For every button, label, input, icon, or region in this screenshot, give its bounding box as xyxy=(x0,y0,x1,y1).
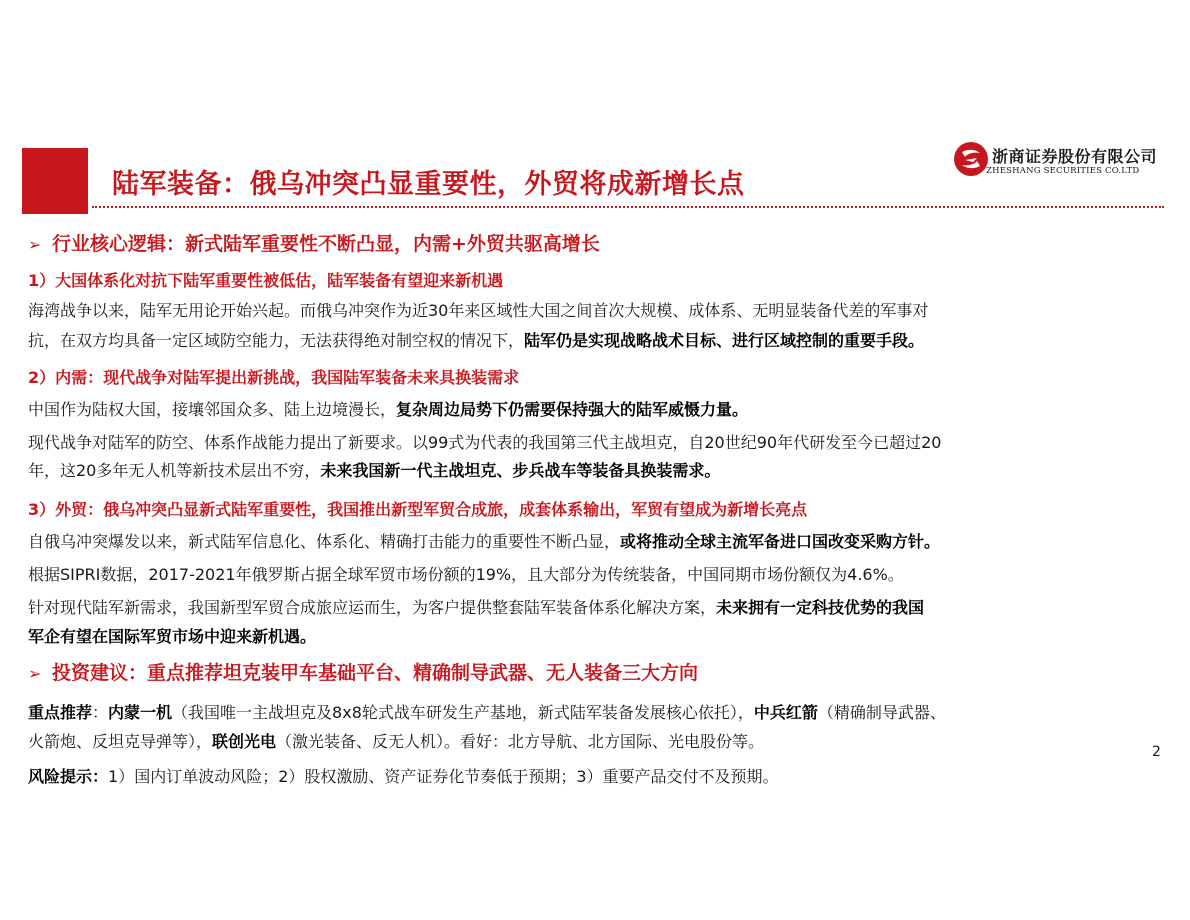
point2-para2-bold: 未来我国新一代主战坦克、步兵战车等装备具换装需求。 xyxy=(320,461,721,480)
point3-para3-line1 xyxy=(28,595,924,618)
point3-para3-line2 xyxy=(28,624,316,647)
point2-para1-bold: 复杂周边局势下仍需要保持强大的陆军威慑力量。 xyxy=(396,400,749,419)
header-accent-block xyxy=(22,148,88,214)
risk-text: 1）国内订单波动风险；2）股权激励、资产证券化节奏低于预期；3）重要产品交付不及预期。 xyxy=(108,767,779,786)
recommendation-line1 xyxy=(28,700,946,723)
point3-para1-plain: 自俄乌冲突爆发以来，新式陆军信息化、体系化、精确打击能力的重要性不断凸显， xyxy=(28,532,621,551)
rec-desc-2: （精确制导武器、 xyxy=(817,703,946,722)
point2-para2-line2 xyxy=(28,458,720,481)
point2-para1-plain: 中国作为陆权大国，接壤邻国众多、陆上边境漫长， xyxy=(28,400,397,419)
rec-stock-3: 联创光电 xyxy=(212,732,277,751)
rec-desc-3: （激光装备、反无人机）。看好：北方导航、北方国际、光电股份等。 xyxy=(276,732,765,751)
point1-line1: 海湾战争以来，陆军无用论开始兴起。而俄乌冲突作为近30年来区域性大国之间首次大规模、成体系、无明显装备代差的军事对 xyxy=(28,301,929,320)
header-divider xyxy=(92,206,1164,208)
section1-heading-text: 行业核心逻辑：新式陆军重要性不断凸显，内需+外贸共驱高增长 xyxy=(52,233,600,255)
risk-line xyxy=(28,764,779,787)
section2-heading-text: 投资建议：重点推荐坦克装甲车基础平台、精确制导武器、无人装备三大方向 xyxy=(52,662,699,684)
point2-heading: 2）内需：现代战争对陆军提出新挑战，我国陆军装备未来具换装需求 xyxy=(28,368,520,387)
recommendation-line2 xyxy=(28,729,764,752)
rec-sep: ： xyxy=(92,703,109,722)
point2-para2-plain: 年，这20多年无人机等新技术层出不穷， xyxy=(28,461,321,480)
section1-heading xyxy=(28,229,600,256)
point1-line2 xyxy=(28,328,924,351)
rec-stock-1: 内蒙一机 xyxy=(108,703,173,722)
point2-para1 xyxy=(28,397,748,420)
point1-heading: 1）大国体系化对抗下陆军重要性被低估，陆军装备有望迎来新机遇 xyxy=(28,271,504,290)
point3-heading: 3）外贸：俄乌冲突凸显新式陆军重要性，我国推出新型军贸合成旅，成套体系输出，军贸有望成为新增长亮点 xyxy=(28,500,808,519)
page-title: 陆军装备：俄乌冲突凸显重要性，外贸将成新增长点 xyxy=(112,169,745,200)
point3-para1-bold: 或将推动全球主流军备进口国改变采购方针。 xyxy=(620,532,941,551)
point3-para3-plain: 针对现代陆军新需求，我国新型军贸合成旅应运而生，为客户提供整套陆军装备体系化解决方案， xyxy=(28,598,717,617)
point3-para2: 根据SIPRI数据，2017-2021年俄罗斯占据全球军贸市场份额的19%，且大部分为传统装备，中国同期市场份额仅为4.6%。 xyxy=(28,565,904,584)
rec-desc-1: （我国唯一主战坦克及8x8轮式战车研发生产基地，新式陆军装备发展核心依托）， xyxy=(172,703,754,722)
logo-name-cn: 浙商证券股份有限公司 xyxy=(992,147,1158,166)
point3-para3-bold: 未来拥有一定科技优势的我国 xyxy=(716,598,925,617)
page-number: 2 xyxy=(1152,744,1161,760)
rec-line2-plain: 火箭炮、反坦克导弹等）， xyxy=(28,732,213,751)
section2-heading xyxy=(28,658,698,685)
point1-line2-bold: 陆军仍是实现战略战术目标、进行区域控制的重要手段。 xyxy=(524,331,925,350)
bullet-arrow-icon: ➢ xyxy=(28,235,42,254)
company-logo xyxy=(953,141,1163,183)
point2-para2-line1: 现代战争对陆军的防空、体系作战能力提出了新要求。以99式为代表的我国第三代主战坦克，自20世纪90年代研发至今已超过20 xyxy=(28,433,942,452)
point1-line2-plain: 抗，在双方均具备一定区域防空能力，无法获得绝对制空权的情况下， xyxy=(28,331,525,350)
logo-mark-icon xyxy=(953,141,989,177)
point3-para3-line2-bold: 军企有望在国际军贸市场中迎来新机遇。 xyxy=(28,627,317,646)
risk-label: 风险提示： xyxy=(28,767,109,786)
rec-label: 重点推荐 xyxy=(28,703,93,722)
point3-para1 xyxy=(28,529,940,552)
logo-name-en: ZHESHANG SECURITIES CO.LTD xyxy=(986,166,1140,176)
bullet-arrow-icon: ➢ xyxy=(28,664,42,683)
rec-stock-2: 中兵红箭 xyxy=(753,703,818,722)
